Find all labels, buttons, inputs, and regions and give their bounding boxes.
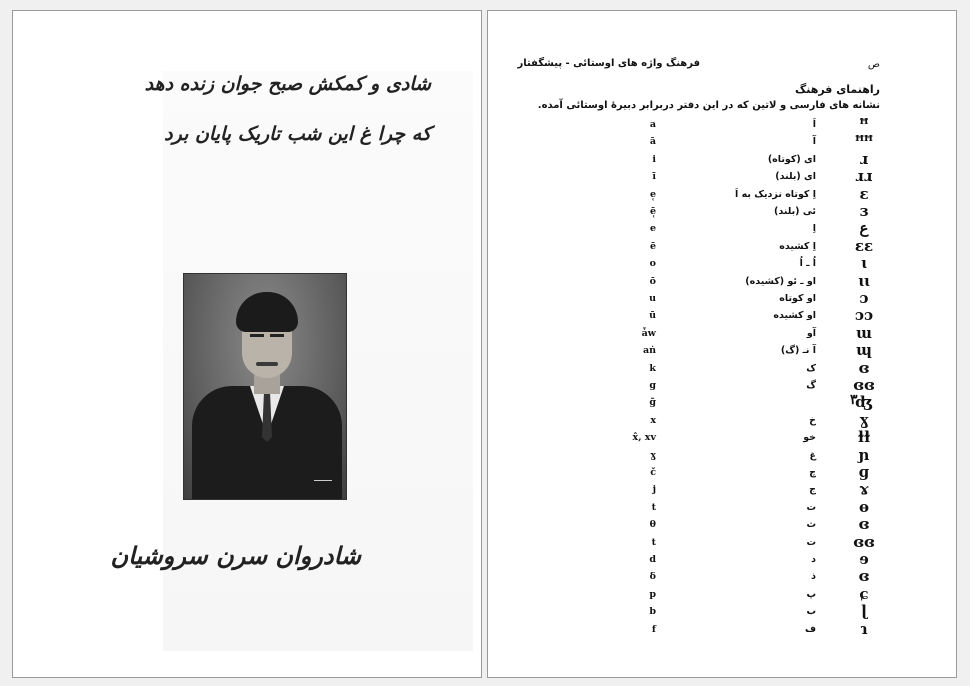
- persian-equivalent: ذ: [811, 571, 816, 583]
- name-caption: شادروان سرن سروشیان: [110, 541, 361, 570]
- persian-equivalent: ئی (بلند): [774, 206, 816, 217]
- alphabet-row: [488, 168, 958, 185]
- poem-line-2: که چرا غ این شب تاریک پایان برد: [164, 123, 431, 145]
- alphabet-row: [488, 603, 958, 620]
- alphabet-row: [488, 133, 958, 150]
- latin-transliteration: ɣ: [650, 449, 656, 461]
- latin-transliteration: a: [649, 119, 656, 130]
- left-page: [12, 10, 482, 678]
- latin-transliteration: u: [649, 293, 656, 304]
- avestan-glyph: ʤ: [855, 393, 873, 412]
- persian-equivalent: آ: [812, 136, 816, 148]
- avestan-glyph: ɲ: [858, 445, 870, 464]
- alphabet-row: [488, 238, 958, 255]
- alphabet-row: [488, 534, 958, 551]
- persian-equivalent: اِ: [812, 223, 816, 235]
- section-title: راهنمای فرهنگ: [794, 83, 880, 96]
- persian-equivalent: پ: [806, 588, 816, 600]
- latin-transliteration: ū: [649, 310, 656, 322]
- latin-transliteration: d: [649, 554, 656, 565]
- avestan-glyph: ɩɩ: [858, 271, 870, 290]
- latin-transliteration: b: [649, 606, 656, 618]
- latin-transliteration: θ: [649, 519, 656, 531]
- avestan-glyph: ɞ: [858, 358, 870, 377]
- right-page: [487, 10, 957, 678]
- avestan-glyph: ɛɛ: [854, 236, 874, 255]
- persian-equivalent: ای (کوتاه): [767, 153, 816, 165]
- avestan-glyph: ɩ: [861, 254, 867, 273]
- persian-equivalent: چ: [809, 467, 816, 478]
- avestan-glyph: ɫɫ: [857, 428, 871, 447]
- avestan-glyph: ɕ: [859, 584, 869, 603]
- avestan-glyph: ɤ: [859, 480, 869, 499]
- alphabet-row: [488, 429, 958, 446]
- alphabet-row: [488, 290, 958, 307]
- latin-transliteration: x: [650, 414, 656, 426]
- avestan-glyph: ɹɹ: [855, 167, 873, 186]
- alphabet-row: [488, 360, 958, 377]
- persian-equivalent: او ـ ئو (کشیده): [745, 275, 816, 287]
- alphabet-row: [488, 186, 958, 203]
- alphabet-row: [488, 220, 958, 237]
- latin-transliteration: f: [651, 623, 656, 635]
- avestan-glyph: ɜ: [859, 202, 869, 220]
- latin-transliteration: k: [649, 362, 656, 374]
- avestan-glyph: ɰ: [856, 341, 872, 360]
- persian-equivalent: اَ: [812, 119, 816, 130]
- alphabet-row: [488, 273, 958, 290]
- persian-equivalent: اِ کشیده: [779, 240, 816, 252]
- alphabet-row: [488, 255, 958, 272]
- alphabet-row: [488, 481, 958, 498]
- alphabet-row: [488, 203, 958, 220]
- latin-transliteration: ǡw: [641, 327, 656, 339]
- latin-transliteration: ā: [649, 136, 656, 148]
- persian-equivalent: ت: [806, 536, 816, 548]
- alphabet-row: [488, 516, 958, 533]
- alphabet-row: [488, 551, 958, 568]
- avestan-glyph: ɛ: [859, 184, 869, 203]
- latin-transliteration: e: [649, 223, 656, 235]
- latin-transliteration: j: [652, 484, 656, 496]
- avestan-glyph: ɣ: [859, 410, 869, 429]
- persian-equivalent: ب: [806, 606, 816, 618]
- alphabet-row: [488, 325, 958, 342]
- persian-equivalent: ث: [806, 519, 816, 531]
- alphabet-row: [488, 151, 958, 168]
- latin-transliteration: ī: [652, 171, 656, 183]
- avestan-glyph: ع: [859, 219, 869, 238]
- avestan-glyph: ɹ: [859, 149, 869, 168]
- persian-equivalent: غ: [809, 449, 816, 461]
- latin-transliteration: i: [652, 153, 656, 165]
- persian-equivalent: ت: [806, 501, 816, 513]
- avestan-glyph: ɯ: [856, 323, 872, 342]
- page-letter: ص: [867, 59, 880, 70]
- avestan-glyph: ɘ: [859, 550, 869, 568]
- persian-equivalent: گ: [806, 380, 816, 391]
- persian-equivalent: ای (بلند): [775, 171, 816, 183]
- avestan-glyph: ɵ: [858, 497, 869, 516]
- latin-transliteration: g̃: [649, 397, 656, 409]
- persian-equivalent: د: [811, 554, 816, 565]
- latin-transliteration: ō: [649, 275, 656, 287]
- persian-equivalent: ف: [804, 623, 816, 635]
- persian-equivalent: ک: [806, 362, 816, 374]
- alphabet-row: [488, 412, 958, 429]
- persian-equivalent: خ: [809, 414, 816, 426]
- alphabet-row: [488, 621, 958, 638]
- avestan-glyph: ɞɞ: [853, 532, 875, 551]
- avestan-glyph: ɞɞ: [853, 376, 875, 394]
- latin-transliteration: ē̜: [649, 206, 656, 217]
- alphabet-row: [488, 586, 958, 603]
- persian-equivalent: آ نـ (گ): [780, 345, 816, 357]
- latin-transliteration: p: [649, 588, 656, 600]
- latin-transliteration: o: [649, 258, 656, 270]
- running-head: فرهنگ واژه های اوستائی - پیشگفتار: [517, 58, 700, 69]
- latin-transliteration: e̜: [649, 188, 656, 200]
- alphabet-row: [488, 568, 958, 585]
- latin-transliteration: x̂, xv: [632, 432, 656, 444]
- avestan-glyph: ɞ: [858, 515, 870, 534]
- alphabet-row: [488, 342, 958, 359]
- alphabet-row: [488, 394, 958, 411]
- intro-text: نشانه های فارسی و لاتین که در این دفتر دربرابر دبیرهٔ اوستائی آمده.: [537, 100, 880, 111]
- portrait-photo: [183, 273, 347, 500]
- persian-equivalent: خو: [803, 432, 816, 444]
- avestan-glyph: ꟸꟸ: [855, 132, 873, 151]
- persian-equivalent: او کوتاه: [779, 293, 816, 304]
- alphabet-row: [488, 307, 958, 324]
- alphabet-row: [488, 377, 958, 394]
- avestan-glyph: ɞ: [858, 567, 870, 586]
- latin-transliteration: g: [649, 380, 656, 391]
- alphabet-row: [488, 499, 958, 516]
- avestan-glyph: ɔɔ: [854, 306, 874, 325]
- latin-transliteration: δ: [649, 571, 656, 583]
- persian-equivalent: او کشیده: [773, 310, 816, 322]
- alphabet-row: [488, 464, 958, 481]
- page-number: ۳: [850, 392, 858, 408]
- avestan-glyph: ɿ: [860, 619, 868, 638]
- avestan-glyph: ɭ: [861, 602, 867, 621]
- persian-equivalent: اُ ـ اُ: [799, 258, 816, 270]
- latin-transliteration: č: [650, 467, 656, 478]
- persian-equivalent: ج: [809, 484, 816, 496]
- latin-transliteration: aṅ: [642, 345, 656, 357]
- avestan-glyph: ɔ: [859, 289, 869, 307]
- poem-line-1: شادی و کمکش صبح جوان زنده دهد: [144, 73, 431, 95]
- latin-transliteration: t: [651, 501, 656, 513]
- alphabet-row: [488, 116, 958, 133]
- latin-transliteration: ē: [649, 240, 656, 252]
- latin-transliteration: t: [651, 536, 656, 548]
- avestan-glyph: ɡ: [858, 463, 870, 481]
- alphabet-row: [488, 447, 958, 464]
- persian-equivalent: آو: [806, 327, 816, 339]
- persian-equivalent: اِ کوتاه نزدیک به اَ: [735, 188, 816, 200]
- avestan-glyph: ꟸ: [859, 115, 869, 133]
